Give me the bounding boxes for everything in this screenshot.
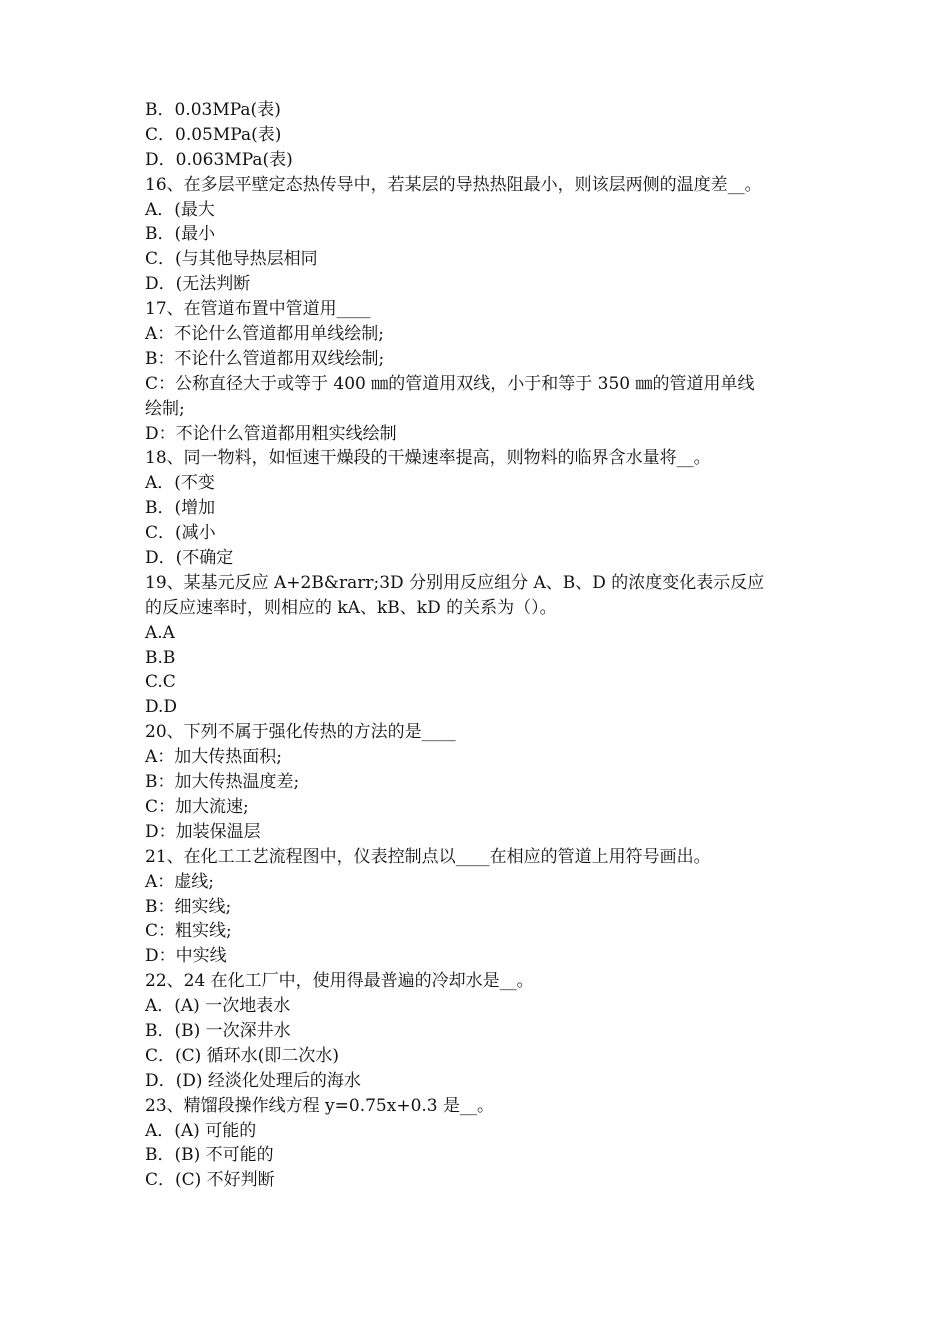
text-line: 21、在化工工艺流程图中，仪表控制点以____在相应的管道上用符号画出。 [145, 846, 711, 867]
text-line: C．0.05MPa(表) [145, 124, 282, 145]
text-line: B.B [145, 647, 176, 668]
text-line: D.D [145, 697, 178, 718]
text-line: D：不论什么管道都用粗实线绘制 [145, 423, 397, 444]
text-line: D．(D) 经淡化处理后的海水 [145, 1070, 361, 1091]
text-line: A．(A) 可能的 [145, 1120, 257, 1141]
text-line: A．(不变 [145, 473, 215, 494]
text-line: D．(无法判断 [145, 274, 251, 295]
text-line: D．0.063MPa(表) [145, 149, 293, 170]
text-line: 19、某基元反应 A+2B&rarr;3D 分别用反应组分 A、B、D 的浓度变化表示反应 [145, 572, 765, 593]
text-line: D．(不确定 [145, 548, 234, 569]
text-line: B．0.03MPa(表) [145, 100, 281, 120]
text-line: B：细实线; [145, 896, 232, 917]
text-line: 20、下列不属于强化传热的方法的是____ [145, 722, 456, 743]
text-line: C．(与其他导热层相同 [145, 249, 318, 270]
text-line: A：加大传热面积; [145, 747, 283, 768]
text-line: D：中实线 [145, 946, 227, 967]
text-line: 的反应速率时，则相应的 kA、kB、kD 的关系为（）。 [145, 597, 557, 618]
text-line: B．(B) 不可能的 [145, 1145, 274, 1166]
text-line: 17、在管道布置中管道用____ [145, 299, 371, 320]
text-line: D：加装保温层 [145, 821, 261, 842]
text-line: A：虚线; [145, 871, 215, 892]
text-line: 23、精馏段操作线方程 y=0.75x+0.3 是__。 [145, 1095, 495, 1116]
text-line: B．(最小 [145, 224, 216, 245]
document-page [145, 98, 815, 1193]
text-line: 18、同一物料，如恒速干燥段的干燥速率提高，则物料的临界含水量将__。 [145, 448, 711, 469]
text-line: A：不论什么管道都用单线绘制; [145, 324, 385, 345]
text-line: C．(C) 不好判断 [145, 1170, 275, 1191]
text-line: C：粗实线; [145, 921, 232, 942]
text-line: A.A [145, 622, 175, 643]
text-line: A．(A) 一次地表水 [145, 996, 291, 1017]
text-line: 22、24 在化工厂中，使用得最普遍的冷却水是__。 [145, 971, 534, 992]
text-line: C．(减小 [145, 523, 216, 544]
text-line: 绘制; [145, 398, 185, 419]
text-line: 16、在多层平壁定态热传导中，若某层的导热热阻最小，则该层两侧的温度差__。 [145, 174, 762, 195]
text-line: C.C [145, 672, 176, 693]
text-line: C：公称直径大于或等于 400 ㎜的管道用双线，小于和等于 350 ㎜的管道用单线 [145, 373, 755, 394]
text-line: A．(最大 [145, 199, 215, 220]
text-line: B．(增加 [145, 498, 216, 519]
text-line: C：加大流速; [145, 796, 249, 817]
text-line: B．(B) 一次深井水 [145, 1020, 291, 1041]
text-line: B：不论什么管道都用双线绘制; [145, 348, 385, 369]
text-line: C．(C) 循环水(即二次水) [145, 1045, 339, 1066]
text-line: B：加大传热温度差; [145, 772, 300, 793]
